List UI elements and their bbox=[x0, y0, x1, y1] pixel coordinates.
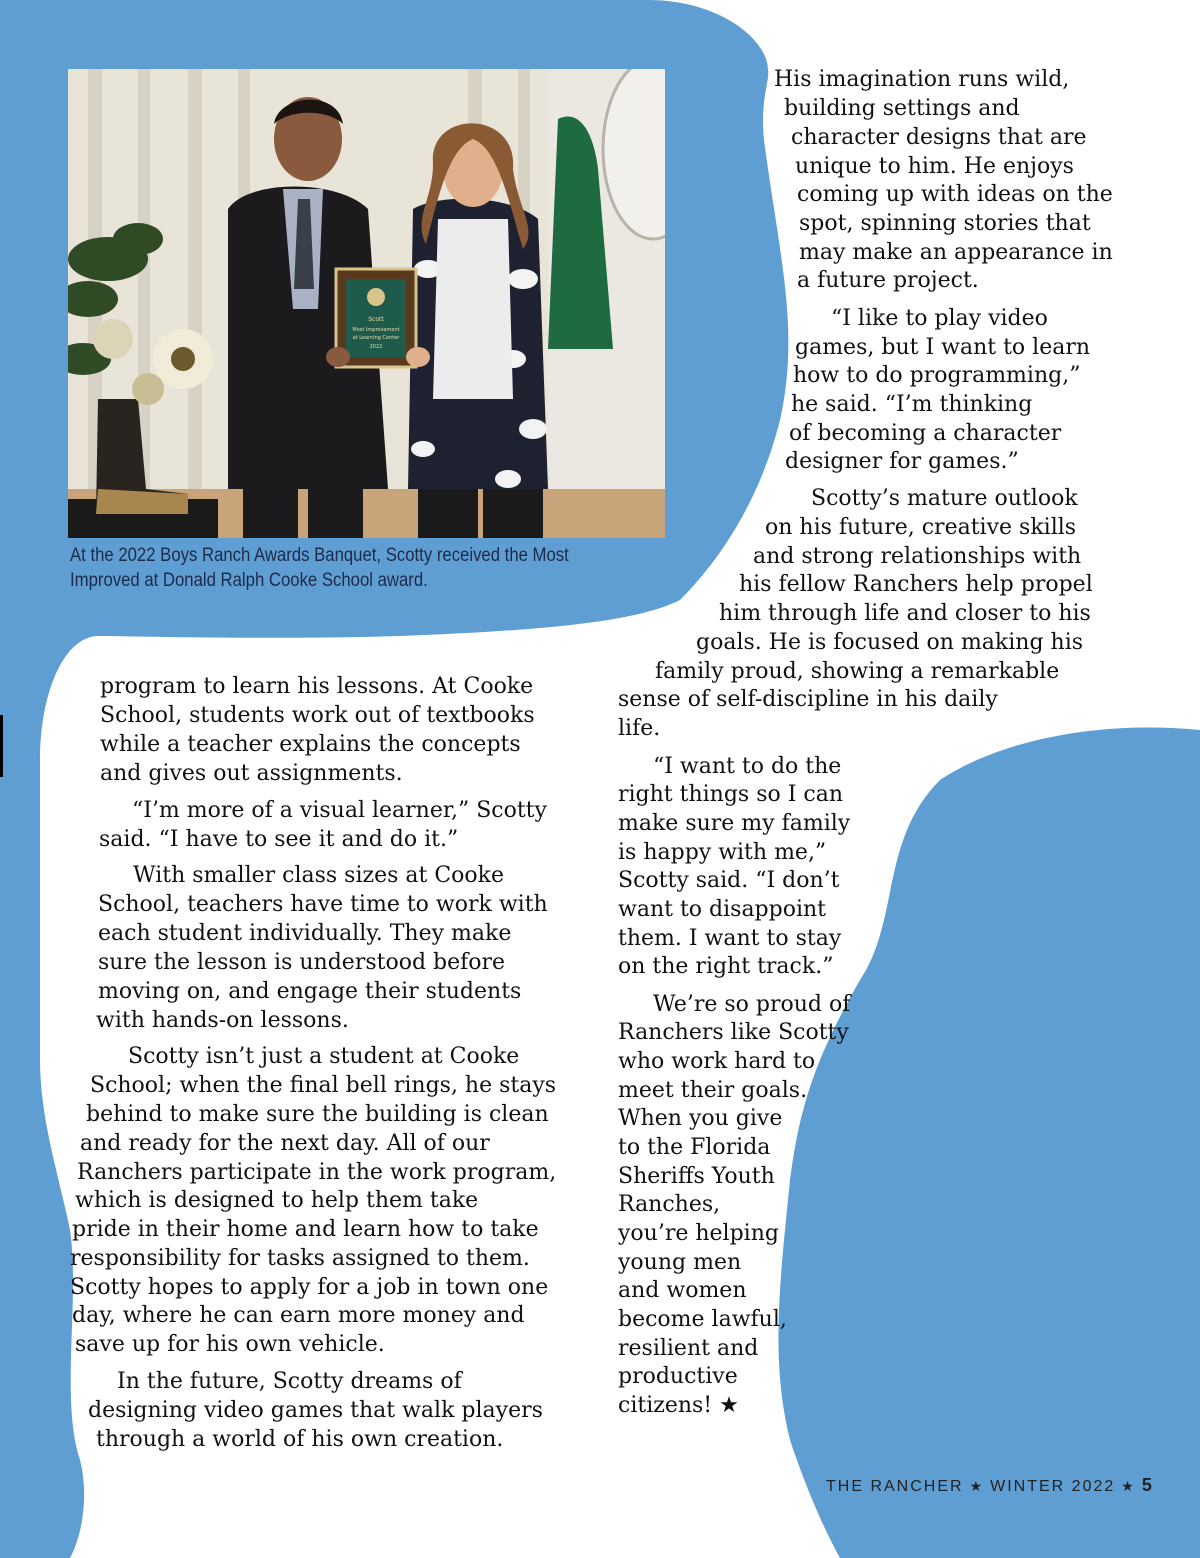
body-line: sure the lesson is understood before bbox=[98, 950, 506, 975]
body-line: is happy with me,” bbox=[618, 840, 827, 865]
body-line: Ranches, bbox=[618, 1192, 721, 1217]
body-line: sense of self-discipline in his daily bbox=[618, 687, 998, 712]
body-line: With smaller class sizes at Cooke bbox=[133, 863, 505, 888]
body-line: “I like to play video bbox=[831, 306, 1048, 331]
body-line: School, students work out of textbooks bbox=[100, 703, 535, 728]
body-line: he said. “I’m thinking bbox=[791, 392, 1033, 417]
caption-line: At the 2022 Boys Ranch Awards Banquet, Scotty received the Most bbox=[70, 545, 569, 566]
body-line: School, teachers have time to work with bbox=[98, 892, 548, 917]
body-line: citizens! ★ bbox=[618, 1393, 739, 1418]
body-line: may make an appearance in bbox=[799, 240, 1113, 265]
body-line: to the Florida bbox=[618, 1135, 771, 1160]
plaque-line: Scott bbox=[368, 316, 384, 323]
photo-caption bbox=[70, 543, 598, 593]
body-line: and strong relationships with bbox=[753, 544, 1082, 569]
body-line: on his future, creative skills bbox=[765, 515, 1077, 540]
body-line: you’re helping bbox=[618, 1221, 779, 1246]
body-line: become lawful, bbox=[618, 1307, 787, 1332]
awards-banquet-photo bbox=[68, 69, 665, 538]
body-line: Scotty isn’t just a student at Cooke bbox=[128, 1044, 520, 1069]
body-line: want to disappoint bbox=[618, 897, 827, 922]
body-line: which is designed to help them take bbox=[75, 1188, 479, 1213]
body-line: moving on, and engage their students bbox=[98, 979, 522, 1004]
body-line: Ranchers like Scotty bbox=[618, 1020, 849, 1045]
star-icon: ★ bbox=[969, 1478, 985, 1494]
caption-line: Improved at Donald Ralph Cooke School award. bbox=[70, 570, 428, 591]
star-icon: ★ bbox=[1121, 1478, 1136, 1494]
body-line: games, but I want to learn bbox=[795, 335, 1091, 360]
body-line: young men bbox=[618, 1250, 742, 1275]
body-line: each student individually. They make bbox=[98, 921, 512, 946]
body-line: When you give bbox=[618, 1106, 783, 1131]
plaque-line: 2022 bbox=[369, 344, 383, 350]
body-line: and ready for the next day. All of our bbox=[80, 1131, 490, 1156]
body-line: family proud, showing a remarkable bbox=[655, 659, 1060, 684]
body-line: save up for his own vehicle. bbox=[75, 1332, 385, 1357]
body-line: building settings and bbox=[784, 96, 1020, 121]
body-line: said. “I have to see it and do it.” bbox=[99, 827, 459, 852]
body-line: them. I want to stay bbox=[618, 926, 842, 951]
body-line: We’re so proud of bbox=[653, 992, 851, 1017]
body-line: Ranchers participate in the work program, bbox=[77, 1160, 557, 1185]
body-line: Sheriffs Youth bbox=[618, 1164, 775, 1189]
body-line: School; when the final bell rings, he stays bbox=[90, 1073, 557, 1098]
body-line: with hands-on lessons. bbox=[96, 1008, 349, 1033]
body-line: life. bbox=[618, 716, 661, 741]
body-line: designing video games that walk players bbox=[88, 1398, 543, 1423]
body-line: responsibility for tasks assigned to them. bbox=[70, 1246, 530, 1271]
body-line: “I want to do the bbox=[653, 754, 842, 779]
body-line: him through life and closer to his bbox=[719, 601, 1091, 626]
issue-label: WINTER 2022 bbox=[990, 1478, 1116, 1495]
body-line: goals. He is focused on making his bbox=[696, 630, 1084, 655]
body-line: Scotty hopes to apply for a job in town one bbox=[70, 1275, 549, 1300]
body-line: of becoming a character bbox=[789, 421, 1062, 446]
body-line: how to do programming,” bbox=[793, 363, 1081, 388]
body-line: make sure my family bbox=[618, 811, 851, 836]
body-line: behind to make sure the building is clean bbox=[86, 1102, 549, 1127]
edge-mark bbox=[0, 715, 3, 777]
body-line: Scotty said. “I don’t bbox=[618, 868, 840, 893]
body-line: unique to him. He enjoys bbox=[795, 154, 1074, 179]
body-line: a future project. bbox=[797, 268, 979, 293]
body-line: In the future, Scotty dreams of bbox=[117, 1369, 462, 1394]
body-line: his fellow Ranchers help propel bbox=[739, 572, 1093, 597]
body-line: while a teacher explains the concepts bbox=[100, 732, 521, 757]
plaque-line: Most Improvement bbox=[352, 327, 400, 333]
body-line: who work hard to bbox=[618, 1049, 816, 1074]
body-line: productive bbox=[618, 1364, 738, 1389]
body-line: and gives out assignments. bbox=[100, 761, 403, 786]
body-line: “I’m more of a visual learner,” Scotty bbox=[132, 798, 547, 823]
page-footer bbox=[826, 1475, 1152, 1496]
body-line: program to learn his lessons. At Cooke bbox=[100, 674, 534, 699]
body-line: through a world of his own creation. bbox=[96, 1427, 504, 1452]
body-line: day, where he can earn more money and bbox=[72, 1303, 525, 1328]
body-line: pride in their home and learn how to take bbox=[72, 1217, 539, 1242]
page-number: 5 bbox=[1141, 1475, 1152, 1495]
plaque-line: at Learning Center bbox=[352, 335, 400, 341]
body-line: His imagination runs wild, bbox=[774, 67, 1070, 92]
bottom-blue-blob bbox=[778, 727, 1200, 1558]
body-line: Scotty’s mature outlook bbox=[811, 486, 1078, 511]
body-line: character designs that are bbox=[791, 125, 1087, 150]
body-line: and women bbox=[618, 1278, 747, 1303]
body-line: meet their goals. bbox=[618, 1078, 808, 1103]
body-line: spot, spinning stories that bbox=[799, 211, 1091, 236]
publication-name: THE RANCHER bbox=[826, 1478, 964, 1495]
body-line: right things so I can bbox=[618, 782, 844, 807]
body-line: coming up with ideas on the bbox=[797, 182, 1113, 207]
body-line: designer for games.” bbox=[785, 449, 1019, 474]
body-line: resilient and bbox=[618, 1336, 759, 1361]
body-line: on the right track.” bbox=[618, 954, 834, 979]
